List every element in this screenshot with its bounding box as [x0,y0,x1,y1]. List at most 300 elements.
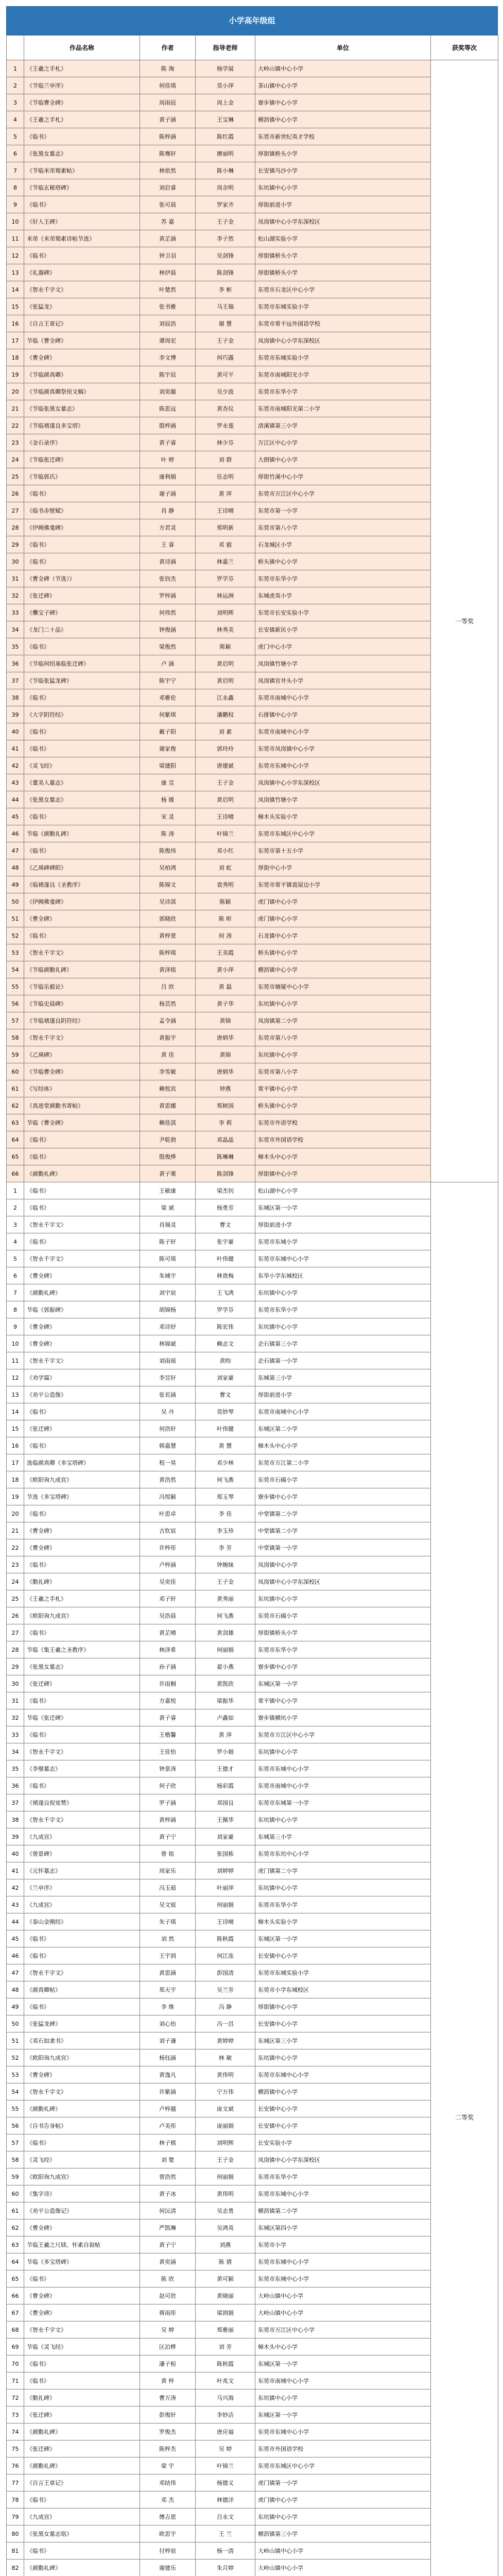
row-number: 59 [7,2168,24,2185]
unit-cell: 虎门中心小学 [255,638,431,655]
table-row [7,1692,498,1709]
teacher-cell: 吴剑锋 [196,247,255,264]
unit-cell: 大岭山镇中心小学 [255,2287,431,2304]
teacher-cell: 陈 昕 [196,910,255,927]
work-cell: 《节临玄秘塔碑》 [24,179,140,196]
author-cell: 苏 嘉 [140,213,196,230]
table-row [7,1097,498,1114]
unit-cell: 厚街镇桥头小学 [255,247,431,264]
teacher-cell: 庞文斌 [196,2100,255,2117]
header-index [7,36,24,60]
row-number: 37 [7,672,24,689]
author-cell: 梁 斌 [140,1199,196,1216]
table-row [7,1879,498,1896]
unit-cell: 凤岗镇竹塘小学 [255,655,431,672]
unit-cell: 东莞市石碣小学 [255,1471,431,1488]
table-row [7,604,498,621]
table-row [7,655,498,672]
work-cell: 《临书》 [24,740,140,757]
work-cell: 节临《集王羲之圣教序》 [24,1641,140,1658]
unit-cell: 东莞市外语学校 [255,1114,431,1131]
row-number: 58 [7,2151,24,2168]
unit-cell: 厚街前进小学 [255,1216,431,1233]
work-cell: 米芾《米芾蜀素诗帖节选》 [24,230,140,247]
table-row [7,128,498,145]
author-cell: 殷梓涵 [140,417,196,434]
row-number: 77 [7,2475,24,2492]
unit-cell: 长安镇中心小学 [255,2100,431,2117]
teacher-cell: 李 芳 [196,1539,255,1556]
work-cell: 《临书》 [24,536,140,553]
row-number: 14 [7,1403,24,1420]
table-row [7,1590,498,1607]
row-number: 33 [7,604,24,621]
work-cell: 《临书》 [24,927,140,944]
author-cell: 黄子栗 [140,1165,196,1182]
table-row [7,2355,498,2372]
table-row [7,1624,498,1641]
teacher-cell: 陈剑锋 [196,264,255,281]
row-number: 23 [7,434,24,451]
table-row [7,349,498,366]
work-cell: 《曹全碑》 [24,1522,140,1539]
table-row [7,978,498,995]
work-cell: 《兰亭序》 [24,1879,140,1896]
work-cell: 《自言王章记》 [24,315,140,332]
table-row [7,2185,498,2202]
author-cell: 陈宇宁 [140,672,196,689]
teacher-cell: 王飞鸿 [196,1284,255,1301]
teacher-cell: 曹文 [196,1216,255,1233]
table-row [7,1318,498,1335]
work-cell: 《伊阙佛龛碑》 [24,519,140,536]
author-cell: 刘雨瑶 [140,1352,196,1369]
teacher-cell: 周余明 [196,179,255,196]
teacher-cell: 何丽娟 [196,2168,255,2185]
work-cell: 《金石录序》 [24,434,140,451]
teacher-cell: 郭玲玲 [196,740,255,757]
row-number: 1 [7,1182,24,1199]
work-cell: 《临书》 [24,1998,140,2015]
teacher-cell: 黄伟明 [196,2066,255,2083]
teacher-cell: 叶伟健 [196,1250,255,1267]
row-number: 64 [7,1131,24,1148]
row-number: 35 [7,1760,24,1777]
table-row [7,1267,498,1284]
unit-cell: 东城区第一小学 [255,1199,431,1216]
table-row [7,1709,498,1726]
table-row [7,1522,498,1539]
row-number: 32 [7,1709,24,1726]
unit-cell: 东城区第一小学 [255,2406,431,2424]
table-row [7,1284,498,1301]
author-cell: 钟卫羽 [140,247,196,264]
unit-cell: 石龙镇中心小学 [255,927,431,944]
author-cell: 蒋雨彤 [140,2304,196,2321]
unit-cell: 厚街镇桥头小学 [255,264,431,281]
author-cell: 陈锦文 [140,876,196,893]
row-number: 70 [7,2355,24,2372]
author-cell: 黄子睿 [140,434,196,451]
work-cell: 《张猛龙碑》 [24,2015,140,2032]
unit-cell: 企石镇第三小学 [255,1335,431,1352]
teacher-cell: 邓少林 [196,1454,255,1471]
unit-cell: 樟木头实验小学 [255,1913,431,1930]
author-cell: 朱城宇 [140,1267,196,1284]
work-cell: 《自言王章记》 [24,2475,140,2492]
teacher-cell: 李 莉 [196,1114,255,1131]
unit-cell: 东坑镇中心小学 [255,2049,431,2066]
author-cell: 陈梓琪 [140,944,196,961]
author-cell: 陈骞轩 [140,145,196,162]
table-row [7,77,498,94]
table-row [7,264,498,281]
table-row [7,162,498,179]
row-number: 6 [7,1267,24,1284]
teacher-cell: 林嘉兰 [196,553,255,570]
row-number: 27 [7,1624,24,1641]
author-cell: 刘子谦 [140,2032,196,2049]
table-row [7,315,498,332]
unit-cell: 东莞市东城中心小学 [255,2066,431,2083]
work-cell: 《大字阴符经》 [24,706,140,723]
teacher-cell: 黄启明 [196,791,255,808]
row-number: 13 [7,1386,24,1403]
unit-cell: 东城区第一小学 [255,2355,431,2372]
teacher-cell: 曹文 [196,1386,255,1403]
author-cell: 何沅清 [140,2202,196,2219]
table-row [7,60,498,77]
teacher-cell: 李玉珍 [196,1522,255,1539]
table-row [7,1420,498,1437]
teacher-cell: 邓 毅 [196,536,255,553]
author-cell: 黄振宇 [140,1029,196,1046]
author-cell: 康利娟 [140,468,196,485]
table-row [7,1148,498,1165]
author-cell: 殷俊烨 [140,1148,196,1165]
work-cell: 《好人王碑》 [24,213,140,230]
unit-cell: 东莞市东华小学 [255,1896,431,1913]
row-number: 34 [7,621,24,638]
author-cell: 卢美彤 [140,2117,196,2134]
header-author: 作者 [140,36,196,60]
row-number: 78 [7,2492,24,2509]
table-row [7,1114,498,1131]
table-row [7,2253,498,2270]
row-number: 29 [7,1658,24,1675]
table-row [7,2134,498,2151]
work-cell: 《曹全碑（节选）》 [24,570,140,587]
table-row [7,519,498,536]
table-row [7,2270,498,2287]
row-number: 52 [7,2049,24,2066]
author-cell: 邓结伟 [140,2475,196,2492]
author-cell: 何佳琪 [140,77,196,94]
row-number: 41 [7,1862,24,1879]
author-cell: 陈子轩 [140,1233,196,1250]
row-number: 40 [7,1845,24,1862]
unit-cell: 樟木头中心小学 [255,1148,431,1165]
teacher-cell: 王美霞 [196,944,255,961]
teacher-cell: 黄婷婷 [196,2032,255,2049]
table-row [7,1012,498,1029]
teacher-cell: 王德才 [196,1760,255,1777]
row-number: 7 [7,162,24,179]
unit-cell: 东莞市东城实验小学 [255,298,431,315]
row-number: 19 [7,366,24,383]
row-number: 12 [7,247,24,264]
unit-cell: 厚街前进小学 [255,196,431,213]
row-number: 50 [7,2015,24,2032]
work-cell: 《张黑女墓志》 [24,145,140,162]
unit-cell: 东莞市东城区中心小学 [255,825,431,842]
author-cell: 吴浩晨 [140,1607,196,1624]
row-number: 9 [7,196,24,213]
table-row [7,1658,498,1675]
work-cell: 《王羲之手札》 [24,1590,140,1607]
row-number: 5 [7,128,24,145]
unit-cell: 东莞市第八小学 [255,1063,431,1080]
teacher-cell: 刘燕 [196,2236,255,2253]
work-cell: 《智永千字文》 [24,1811,140,1828]
teacher-cell: 郑明新 [196,519,255,536]
table-row [7,570,498,587]
table-row [7,1862,498,1879]
row-number: 20 [7,1505,24,1522]
unit-cell: 东莞市第八小学 [255,519,431,536]
unit-cell: 东华小学东城校区 [255,1267,431,1284]
row-number: 24 [7,451,24,468]
author-cell: 欧思宇 [140,2526,196,2543]
teacher-cell: 杨彩霞 [196,1777,255,1794]
row-number: 44 [7,791,24,808]
table-row [7,434,498,451]
work-cell: 《劝平公造像记》 [24,2202,140,2219]
author-cell: 戴子阳 [140,723,196,740]
teacher-cell: 陈秋霞 [196,2355,255,2372]
author-cell: 区泊桦 [140,2338,196,2355]
work-cell: 《临书》 [24,247,140,264]
row-number: 63 [7,1114,24,1131]
unit-cell: 东莞市南城阳光小学 [255,366,431,383]
unit-cell: 东莞市东城实验小学 [255,349,431,366]
header-row [7,36,498,60]
unit-cell: 东城第三小学 [255,1828,431,1845]
row-number: 11 [7,230,24,247]
author-cell: 黄子冰 [140,2185,196,2202]
table-row [7,451,498,468]
row-number: 75 [7,2441,24,2458]
table-row [7,1250,498,1267]
teacher-cell: 冯 静 [196,1998,255,2015]
work-cell: 《写经体》 [24,1080,140,1097]
work-cell: 节临《灵飞经》 [24,2338,140,2355]
unit-cell: 东莞市东坑中心小学 [255,1845,431,1862]
teacher-cell: 林德洋 [196,2492,255,2509]
author-cell: 黄诗涵 [140,553,196,570]
row-number: 19 [7,1488,24,1505]
teacher-cell: 陈红霞 [196,128,255,145]
work-cell: 《真迹堂颜勤书寄帖》 [24,1097,140,1114]
table-row [7,1165,498,1182]
table-row [7,111,498,128]
author-cell: 陈 淘 [140,60,196,77]
table-row [7,1471,498,1488]
author-cell: 吴诗淇 [140,893,196,910]
unit-cell: 长安镇新民小学 [255,621,431,638]
teacher-cell: 何巧露 [196,349,255,366]
work-cell: 《临书》 [24,485,140,502]
author-cell: 杨 媛 [140,791,196,808]
teacher-cell: 陈颖 [196,638,255,655]
row-number: 55 [7,2100,24,2117]
teacher-cell: 杨德义 [196,2475,255,2492]
row-number: 20 [7,383,24,400]
table-row [7,825,498,842]
table-row [7,1437,498,1454]
row-number: 21 [7,400,24,417]
work-cell: 《节临颜真卿》 [24,366,140,383]
author-cell: 彭俊轩 [140,2406,196,2424]
author-cell: 黄 佳 [140,1046,196,1063]
row-number: 14 [7,281,24,298]
work-cell: 《临书》 [24,1437,140,1454]
author-cell: 王宇润 [140,1947,196,1964]
author-cell: 许梓彤 [140,1539,196,1556]
work-cell: 《临书》 [24,1726,140,1743]
table-row [7,791,498,808]
unit-cell: 东莞市东城中心小学 [255,1760,431,1777]
author-cell: 李昱轩 [140,1369,196,1386]
teacher-cell: 罗学芬 [196,570,255,587]
row-number: 57 [7,2134,24,2151]
author-cell: 陈俊玮 [140,842,196,859]
work-cell: 《临书》 [24,1777,140,1794]
teacher-cell: 叶丽萍 [196,1879,255,1896]
teacher-cell: 罗家齐 [196,196,255,213]
table-row [7,1182,498,1199]
author-cell: 黄梓涵 [140,1811,196,1828]
table-row [7,1488,498,1505]
row-number: 9 [7,1318,24,1335]
table-row [7,723,498,740]
work-cell: 《勤礼碑》 [24,2389,140,2406]
teacher-cell: 吴少波 [196,383,255,400]
teacher-cell: 黄可平 [196,366,255,383]
teacher-cell: 李 佳 [196,1505,255,1522]
work-cell: 《节临何绍基临张迁碑》 [24,655,140,672]
work-cell: 《节临褚遂良多宝塔》 [24,417,140,434]
unit-cell: 东莞市石碣小学 [255,1607,431,1624]
unit-cell: 东莞市东城第一小学 [255,1794,431,1811]
unit-cell: 长安实验小学 [255,2134,431,2151]
author-cell: 叶楚然 [140,281,196,298]
unit-cell: 横沥镇中心小学 [255,961,431,978]
work-cell: 《灵飞经》 [24,757,140,774]
work-cell: 《自书告身帖》 [24,2117,140,2134]
teacher-cell: 梁振华 [196,1692,255,1709]
table-row [7,1131,498,1148]
author-cell: 黄浩然 [140,1471,196,1488]
work-cell: 《临书》 [24,2134,140,2151]
row-number: 17 [7,332,24,349]
row-number: 49 [7,876,24,893]
author-cell: 吕 欣 [140,978,196,995]
work-cell: 节临《张迁碑》 [24,1709,140,1726]
unit-cell: 长安镇乌沙小学 [255,162,431,179]
teacher-cell: 罗永莲 [196,417,255,434]
teacher-cell: 黄锦 [196,1012,255,1029]
table-row [7,808,498,825]
table-row [7,859,498,876]
unit-cell: 东莞市东华小学 [255,1641,431,1658]
table-row [7,468,498,485]
teacher-cell: 刘家豪 [196,1369,255,1386]
author-cell: 刘奕璇 [140,383,196,400]
unit-cell: 大岭山镇中心小学 [255,2543,431,2560]
author-cell: 孙子涵 [140,1658,196,1675]
row-number: 71 [7,2372,24,2389]
author-cell: 古钦宸 [140,1522,196,1539]
row-number: 76 [7,2458,24,2475]
row-number: 28 [7,1641,24,1658]
unit-cell: 樟木头中心小学 [255,2338,431,2355]
table-row [7,2219,498,2236]
author-cell: 付梓宸 [140,2543,196,2560]
unit-cell: 虎门镇中心小学 [255,893,431,910]
author-cell: 陈宇辰 [140,366,196,383]
author-cell: 李 维 [140,1998,196,2015]
row-number: 35 [7,638,24,655]
work-cell: 《曹全碑》 [24,2066,140,2083]
teacher-cell: 唐炳华 [196,1063,255,1080]
teacher-cell: 钟燕 [196,1080,255,1097]
unit-cell: 樟木头中心小学 [255,1437,431,1454]
work-cell: 《临书》 [24,1182,140,1199]
unit-cell: 东莞市东城中心小学 [255,2424,431,2441]
work-cell: 《临书》 [24,842,140,859]
table-row [7,672,498,689]
table-row [7,910,498,927]
author-cell: 杨钰涵 [140,2049,196,2066]
author-cell: 曾浩然 [140,2168,196,2185]
author-cell: 许雨桐 [140,1675,196,1692]
unit-cell: 厚街镇桥头小学 [255,145,431,162]
teacher-cell: 陈宏伟 [196,1318,255,1335]
teacher-cell: 何江连 [196,1947,255,1964]
teacher-cell: 吴志勇 [196,2202,255,2219]
header-unit: 单位 [255,36,431,60]
author-cell: 邓 杰 [140,2492,196,2509]
author-cell: 罗梓涵 [140,587,196,604]
unit-cell: 虎门镇中心小学 [255,2492,431,2509]
work-cell: 《礼器碑》 [24,264,140,281]
work-cell: 节临《颜勤礼碑》 [24,825,140,842]
author-cell: 刘启睿 [140,179,196,196]
teacher-cell: 黄启明 [196,672,255,689]
unit-cell: 东城区第三小学 [255,2032,431,2049]
unit-cell: 东坑镇中心小学 [255,995,431,1012]
unit-cell: 茶山镇中心小学 [255,77,431,94]
work-cell: 《节临张猛龙碑》 [24,672,140,689]
work-cell: 《临书》 [24,553,140,570]
unit-cell: 凤岗镇中心小学东深校区 [255,1573,431,1590]
author-cell: 黄芷涵 [140,230,196,247]
author-cell: 张钧杰 [140,570,196,587]
unit-cell: 寮步镇中心小学 [255,94,431,111]
work-cell: 《欧阳询九成宫》 [24,1471,140,1488]
table-row [7,1029,498,1046]
